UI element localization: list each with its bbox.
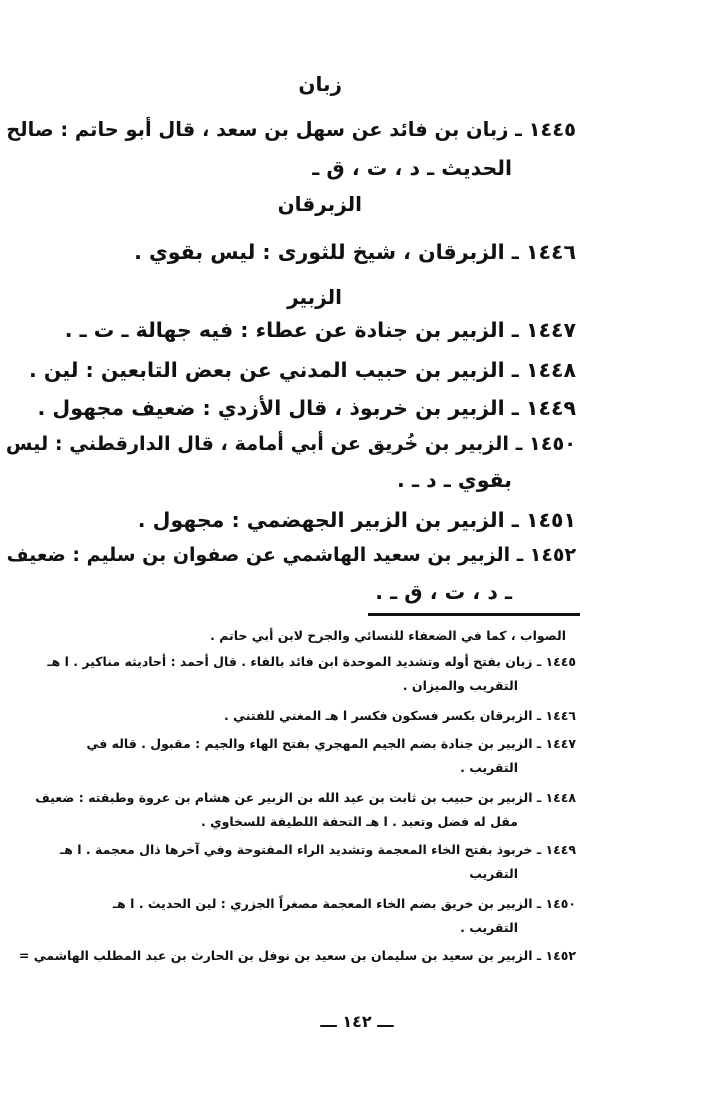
entry-1452-line-1: ١٤٥٢ ـ الزبير بن سعيد الهاشمي عن صفوان بن سليم : ضعيف xyxy=(6,544,576,566)
entry-1446: ١٤٤٦ ـ الزبرقان ، شيخ للثورى : ليس بقوي . xyxy=(134,240,576,264)
footnote-separator xyxy=(368,613,580,616)
entry-1445-line-1: ١٤٤٥ ـ زبان بن فائد عن سهل بن سعد ، قال أبو حاتم : صالح xyxy=(6,118,576,141)
footnote-1450-line-1: ١٤٥٠ ـ الزبير بن خريق بضم الخاء المعجمة مصغراً الجزري : لين الحديث . ا هـ xyxy=(112,896,576,911)
entry-1447: ١٤٤٧ ـ الزبير بن جنادة عن عطاء : فيه جهالة ـ ت ـ . xyxy=(64,318,576,342)
section-heading-zibriqan: الزبرقان xyxy=(277,192,362,216)
entry-1449: ١٤٤٩ ـ الزبير بن خربوذ ، قال الأزدي : ضعيف مجهول . xyxy=(37,396,576,420)
entry-1448: ١٤٤٨ ـ الزبير بن حبيب المدني عن بعض التابعين : لين . xyxy=(28,358,576,382)
footnote-1449-line-1: ١٤٤٩ ـ خربوذ بفتح الخاء المعجمة وتشديد الراء المفتوحة وفي آخرها ذال معجمة . ا هـ xyxy=(59,842,576,857)
footnote-1449-line-2: التقريب xyxy=(469,866,518,881)
page-number: ـــ ١٤٢ ـــ xyxy=(320,1012,394,1031)
footnote-correction: الصواب ، كما في الضعفاء للنسائي والجرح لابن أبي حاتم . xyxy=(210,628,566,643)
entry-1450-line-2: بقوي ـ د ـ . xyxy=(397,468,512,492)
footnote-1448-line-2: مقل له فضل وتعبد . ا هـ التحفة اللطيفة للسخاوي . xyxy=(201,814,518,829)
footnote-1446: ١٤٤٦ ـ الزبرقان بكسر فسكون فكسر ا هـ المغني للفتني . xyxy=(224,708,576,723)
section-heading-zabban: زبان xyxy=(298,72,342,96)
entry-1451: ١٤٥١ ـ الزبير بن الزبير الجهضمي : مجهول . xyxy=(137,508,576,532)
footnote-1447-line-2: التقريب . xyxy=(460,760,518,775)
footnote-1445-line-2: التقريب والميزان . xyxy=(402,678,518,693)
footnote-1445-line-1: ١٤٤٥ ـ زبان بفتح أوله وتشديد الموحدة ابن فائد بالفاء . قال أحمد : أحاديثه مناكير . ا هـ xyxy=(47,654,576,669)
entry-1445-line-2: الحديث ـ د ، ت ، ق ـ xyxy=(312,156,512,180)
entry-1452-line-2: ـ د ، ت ، ق ـ . xyxy=(375,580,512,604)
footnote-1447-line-1: ١٤٤٧ ـ الزبير بن جنادة بضم الجيم المهجري بفتح الهاء والجيم : مقبول . قاله في xyxy=(86,736,576,751)
footnote-1452: ١٤٥٢ ـ الزبير بن سعيد بن سليمان بن سعيد بن نوفل بن الحارث بن عبد المطلب الهاشمي = xyxy=(18,948,576,963)
entry-1450-line-1: ١٤٥٠ ـ الزبير بن خُريق عن أبي أمامة ، قال الدارقطني : ليس xyxy=(5,432,576,455)
footnote-1450-line-2: التقريب . xyxy=(460,920,518,935)
footnote-1448-line-1: ١٤٤٨ ـ الزبير بن حبيب بن ثابت بن عبد الله بن الزبير عن هشام بن عروة وطبقته : ضعيف xyxy=(35,790,576,805)
section-heading-zubayr: الزبير xyxy=(287,285,342,309)
